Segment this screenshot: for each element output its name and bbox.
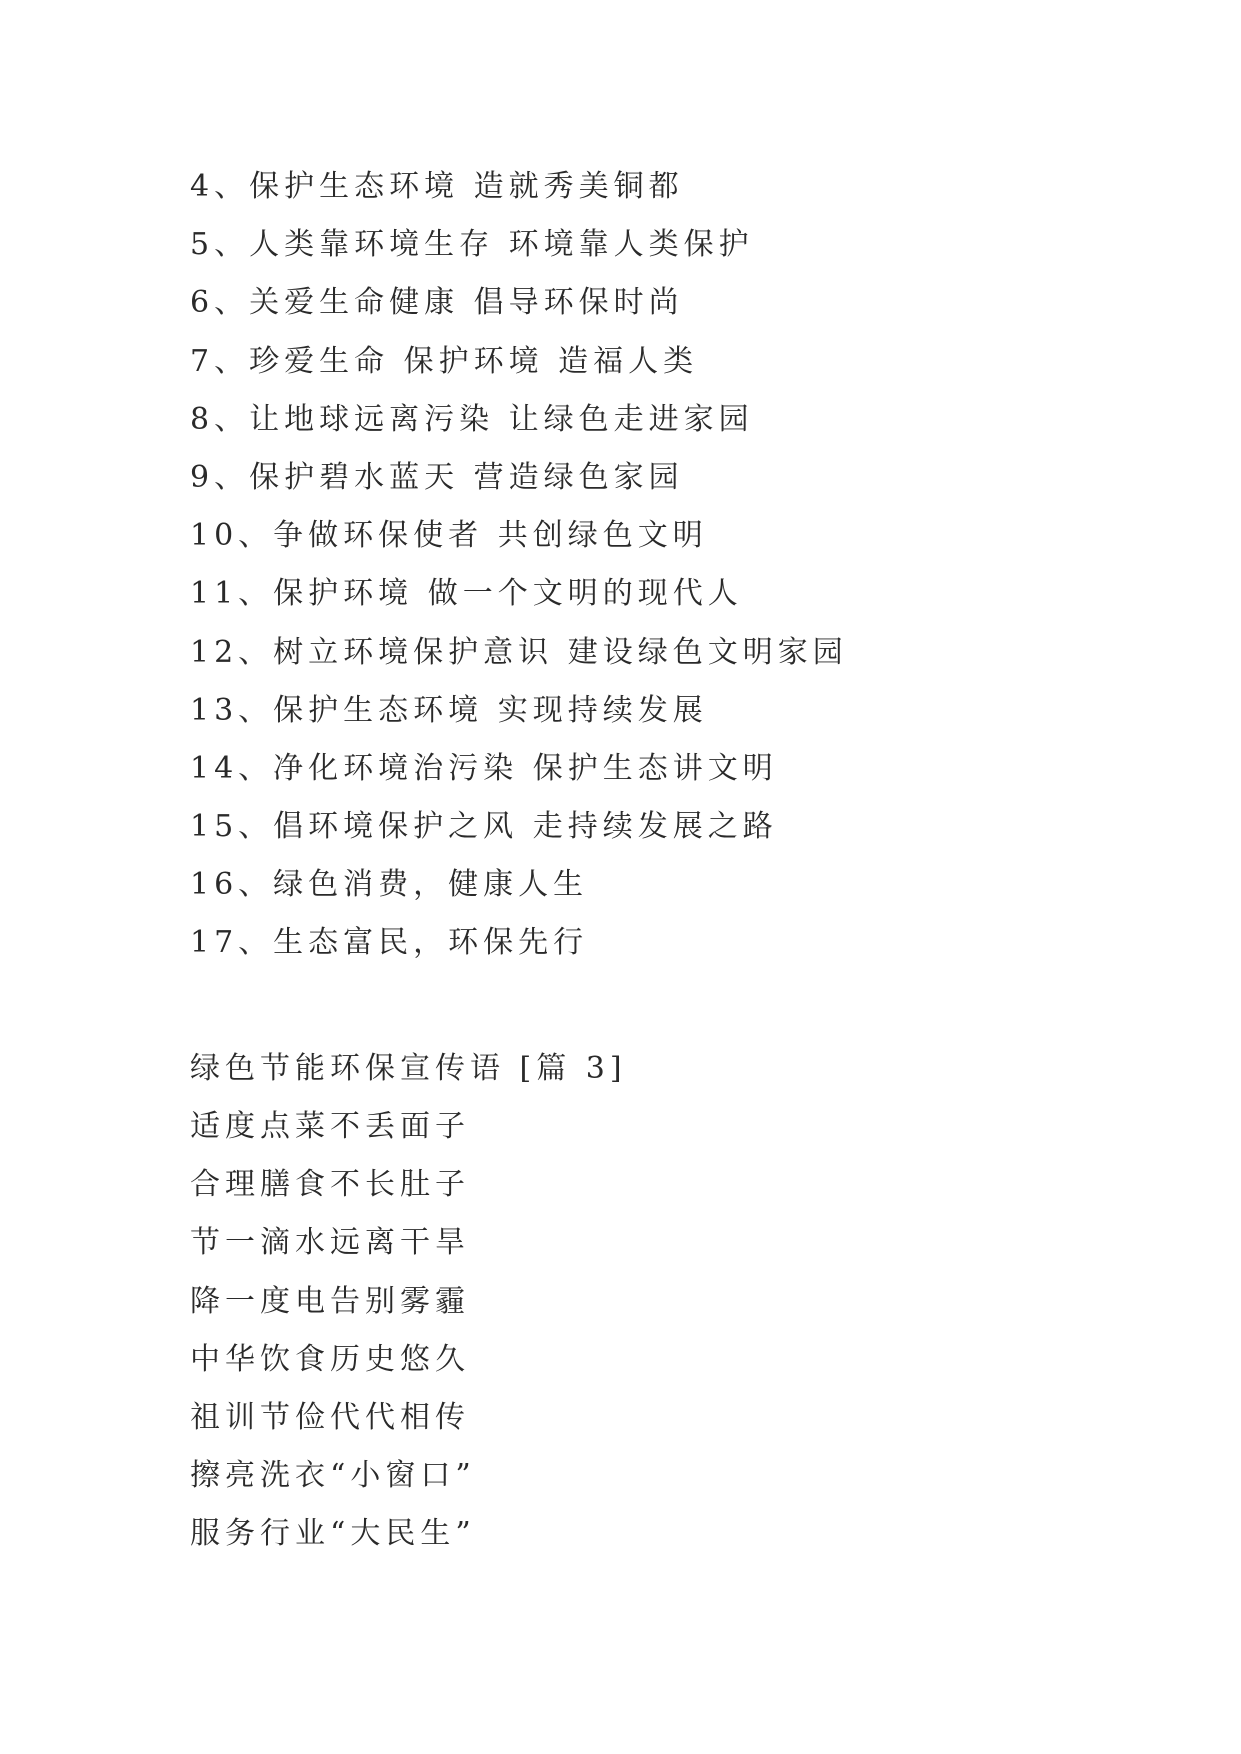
list-item: 10、争做环保使者 共创绿色文明 xyxy=(190,518,708,554)
list-item: 合理膳食不长肚子 xyxy=(190,1167,470,1203)
section-title: 绿色节能环保宣传语 [篇 3] xyxy=(190,1051,627,1086)
list-item: 16、绿色消费，健康人生 xyxy=(190,867,589,903)
list-item: 15、倡环境保护之风 走持续发展之路 xyxy=(190,809,778,845)
list-item: 5、人类靠环境生存 环境靠人类保护 xyxy=(190,227,754,263)
list-item: 适度点菜不丢面子 xyxy=(190,1109,470,1144)
list-item: 8、让地球远离污染 让绿色走进家园 xyxy=(190,401,754,437)
list-item: 12、树立环境保护意识 建设绿色文明家园 xyxy=(190,634,848,670)
list-item: 4、保护生态环境 造就秀美铜都 xyxy=(190,169,684,204)
list-item: 服务行业“大民生” xyxy=(190,1516,476,1552)
list-item: 11、保护环境 做一个文明的现代人 xyxy=(190,576,743,612)
list-item: 擦亮洗衣“小窗口” xyxy=(190,1458,476,1494)
slogan-lines xyxy=(190,1098,476,1564)
list-item: 13、保护生态环境 实现持续发展 xyxy=(190,692,708,728)
list-item: 节一滴水远离干旱 xyxy=(190,1225,470,1261)
list-item: 降一度电告别雾霾 xyxy=(190,1283,470,1319)
slogan-list xyxy=(190,158,848,973)
list-item: 6、关爱生命健康 倡导环保时尚 xyxy=(190,285,684,321)
list-item: 14、净化环境治污染 保护生态讲文明 xyxy=(190,750,778,786)
list-item: 中华饮食历史悠久 xyxy=(190,1341,470,1377)
list-item: 祖训节俭代代相传 xyxy=(190,1399,470,1435)
list-item: 7、珍爱生命 保护环境 造福人类 xyxy=(190,343,699,379)
list-item: 9、保护碧水蓝天 营造绿色家园 xyxy=(190,459,684,495)
list-item: 17、生态富民，环保先行 xyxy=(190,925,589,961)
